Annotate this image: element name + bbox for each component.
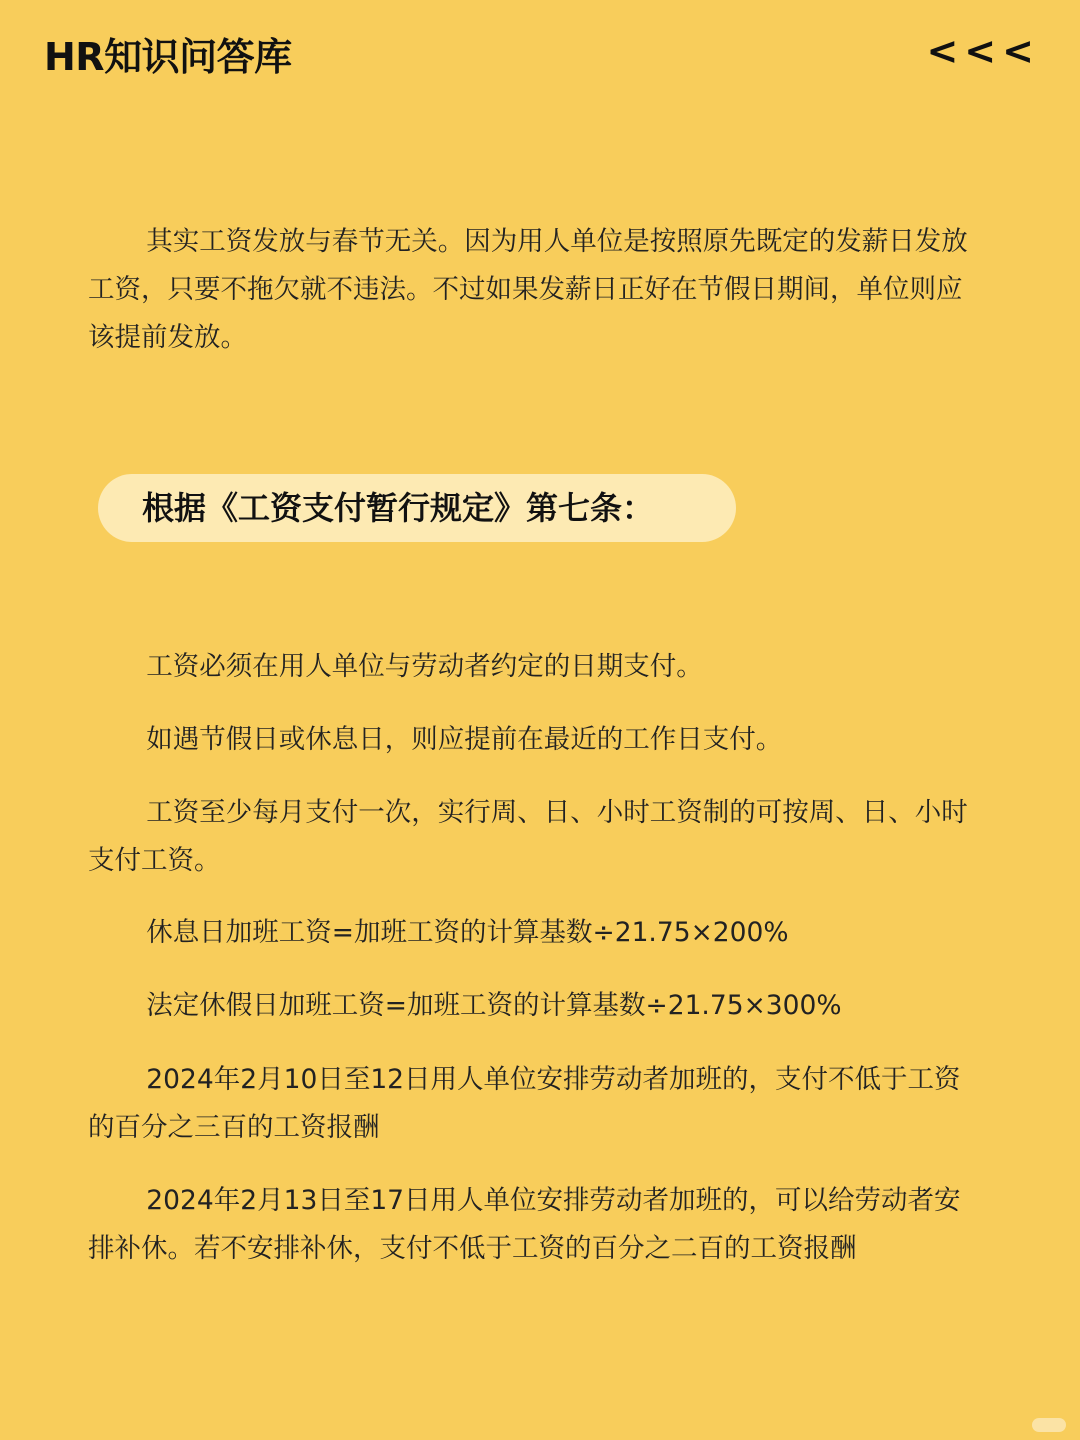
formula-holiday: 法定休假日加班工资=加班工资的计算基数÷21.75×300% — [146, 990, 842, 1021]
formula-rest-day: 休息日加班工资=加班工资的计算基数÷21.75×200% — [146, 917, 789, 948]
back-arrows-icon[interactable]: <<< — [926, 29, 1040, 73]
rule-paragraph-3: 工资至少每月支付一次，实行周、日、小时工资制的可按周、日、小时支付工资。 — [88, 797, 968, 876]
rule-paragraph-1: 工资必须在用人单位与劳动者约定的日期支付。 — [146, 651, 703, 682]
date-rule-2: 2024年2月13日至17日用人单位安排劳动者加班的，可以给劳动者安排补休。若不安排补休，支付不低于工资的百分之二百的工资报酬 — [88, 1185, 961, 1264]
date-rule-1: 2024年2月10日至12日用人单位安排劳动者加班的，支付不低于工资的百分之三百的工资报酬 — [88, 1064, 961, 1143]
intro-paragraph: 其实工资发放与春节无关。因为用人单位是按照原先既定的发薪日发放工资，只要不拖欠就不违法。不过如果发薪日正好在节假日期间，单位则应该提前发放。 — [88, 226, 968, 353]
section-heading: 根据《工资支付暂行规定》第七条： — [98, 474, 736, 542]
rule-paragraph-2: 如遇节假日或休息日，则应提前在最近的工作日支付。 — [146, 724, 783, 755]
page-title: HR知识问答库 — [44, 35, 292, 79]
watermark-badge — [1032, 1418, 1066, 1432]
